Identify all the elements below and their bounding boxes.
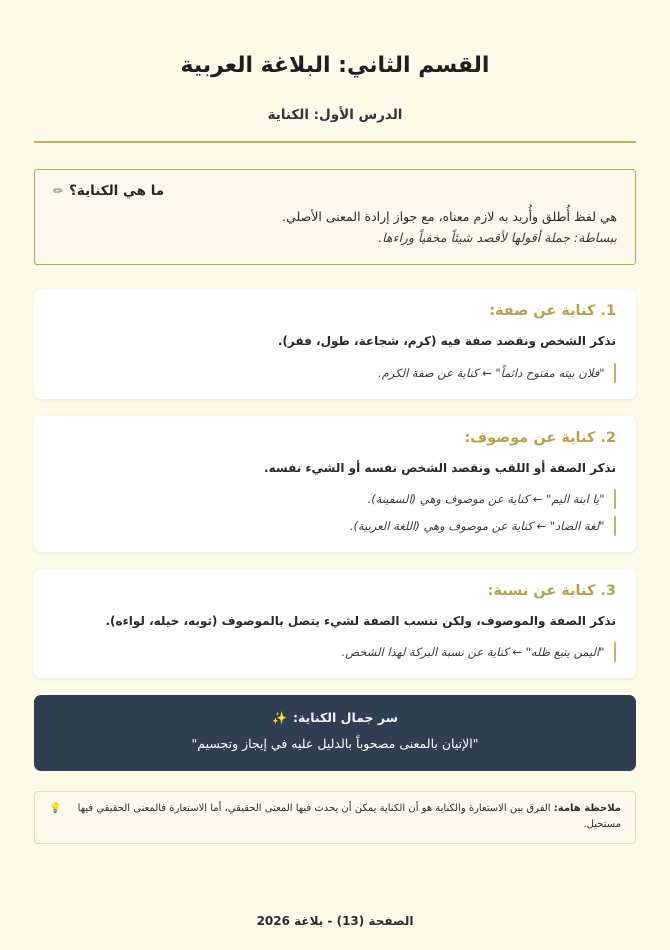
page-header [34, 40, 636, 169]
note-label: ملاحظة هامة: [553, 803, 621, 815]
page-footer [34, 914, 636, 950]
type-card [34, 416, 636, 552]
type-card [34, 569, 636, 678]
example-item [54, 489, 616, 509]
card-description: نذكر الصفة والموصوف، ولكن ننسب الصفة لشيء يتصل بالموصوف (ثوبه، خيله، لواءه). [105, 614, 616, 629]
card-title: 3. كناية عن نسبة: [487, 583, 616, 600]
highlight-heading [52, 710, 618, 725]
example-accent-bar [614, 489, 617, 509]
note-row [49, 801, 621, 833]
definition-box [34, 169, 636, 266]
card-description: نذكر الشخص ونقصد صفة فيه (كرم، شجاعة، طول، فقر). [277, 334, 616, 349]
definition-line-2: ببساطة: جملة أقولها لأقصد شيئاً مخفياً وراءها. [378, 230, 617, 246]
note-body: الفرق بين الاستعارة والكناية هو أن الكناية يمكن أن يحدث فيها المعنى الحقيقي، أما الاستعارة فالمعنى الحقيقي فيها مستحيل. [77, 803, 621, 831]
example-text: "لغة الضاد" ← كناية عن موصوف وهي (اللغة العربية). [349, 519, 605, 534]
example-accent-bar [614, 516, 617, 536]
type-card [34, 289, 636, 398]
example-text: "يا ابنة اليم" ← كناية عن موصوف وهي (السفينة). [367, 492, 605, 507]
page-title: القسم الثاني: البلاغة العربية [180, 53, 490, 78]
note-text [67, 801, 621, 833]
lightbulb-icon: 💡 [49, 803, 62, 815]
example-item [54, 516, 616, 536]
example-item [54, 642, 616, 662]
definition-line-1: هي لفظ أُطلق وأُريد به لازم معناه، مع جواز إرادة المعنى الأصلي. [282, 208, 617, 224]
header-divider [34, 141, 636, 143]
highlight-quote: "الإتيان بالمعنى مصحوباً بالدليل عليه في إيجاز وتجسيم" [191, 736, 479, 752]
card-title: 2. كناية عن موصوف: [464, 429, 616, 446]
example-text: "فلان بيته مفتوح دائماً" ← كناية عن صفة الكرم. [378, 365, 605, 380]
definition-heading-label: ما هي الكناية؟ [69, 182, 165, 199]
example-item [54, 363, 616, 383]
highlight-box [34, 695, 636, 771]
definition-heading [53, 183, 617, 199]
pencil-icon: ✏ [53, 183, 64, 198]
card-description: نذكر الصفة أو اللقب ونقصد الشخص نفسه أو الشيء نفسه. [264, 460, 616, 475]
example-accent-bar [614, 642, 617, 662]
example-text: "اليمن يتبع ظله" ← كناية عن نسبة البركة لهذا الشخص. [341, 645, 605, 660]
lesson-subtitle: الدرس الأول: الكناية [267, 106, 403, 123]
sparkles-icon: ✨ [272, 710, 287, 725]
note-box [34, 791, 636, 844]
highlight-heading-label: سر جمال الكناية: [292, 710, 398, 726]
card-title: 1. كناية عن صفة: [489, 303, 616, 320]
footer-page-number: الصفحة (13) - بلاغة 2026 [256, 914, 414, 928]
example-accent-bar [614, 363, 617, 383]
